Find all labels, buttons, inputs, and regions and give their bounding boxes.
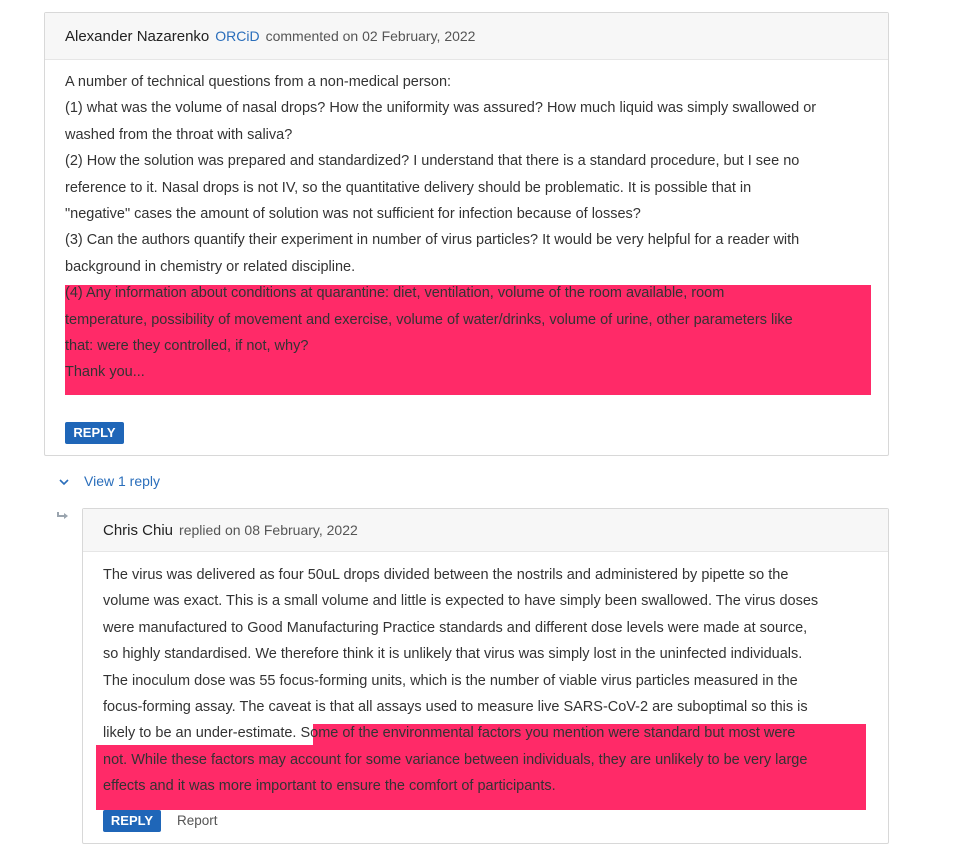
reply-line: focus-forming assay. The caveat is that all assays used to measure live SARS-CoV-2 are suboptimal so this is — [103, 699, 808, 716]
reply-header — [83, 509, 888, 552]
comment-line: (3) Can the authors quantify their experiment in number of virus particles? It would be very helpful for a reader with — [65, 232, 800, 249]
comment-line: (4) Any information about conditions at quarantine: diet, ventilation, volume of the room available, room — [65, 285, 725, 302]
comment-reply-button[interactable]: REPLY — [65, 422, 124, 444]
reply-line: likely to be an under-estimate. Some of the environmental factors you mention were standard but most were — [103, 725, 796, 742]
comment-line: A number of technical questions from a non-medical person: — [65, 74, 452, 90]
comment-line: (1) what was the volume of nasal drops? How the uniformity was assured? How much liquid was simply swallowed or — [65, 100, 817, 117]
reply-line: effects and it was more important to ensure the comfort of participants. — [103, 778, 556, 795]
reply-author[interactable]: Chris Chiu — [103, 521, 174, 539]
reply-reply-button[interactable]: REPLY — [103, 810, 161, 832]
reply-arrow-icon — [56, 510, 70, 522]
report-link[interactable]: Report — [177, 813, 218, 828]
comment-line: "negative" cases the amount of solution was not sufficient for infection because of losses? — [65, 206, 641, 223]
comment-line: reference to it. Nasal drops is not IV, so the quantitative delivery should be problematic. It is possible that in — [65, 179, 752, 196]
comment-line: background in chemistry or related discipline. — [65, 258, 356, 275]
comment-header — [45, 13, 888, 60]
reply-body — [103, 562, 818, 800]
comment-line: that: were they controlled, if not, why? — [65, 338, 309, 355]
comment-line: washed from the throat with saliva? — [65, 126, 293, 143]
reply-line: were manufactured to Good Manufacturing Practice standards and different dose levels were made at source, — [103, 619, 808, 636]
chevron-down-icon[interactable] — [58, 478, 70, 486]
view-replies-link[interactable]: View 1 reply — [84, 473, 161, 489]
reply-date: replied on 08 February, 2022 — [179, 522, 358, 538]
reply-line: volume was exact. This is a small volume and little is expected to have simply been swallowed. The virus doses — [103, 593, 819, 610]
comment-line: (2) How the solution was prepared and standardized? I understand that there is a standard procedure, but I see no — [65, 153, 800, 170]
comment-line: Thank you... — [65, 364, 145, 381]
orcid-link[interactable]: ORCiD — [215, 28, 260, 44]
reply-line: The virus was delivered as four 50uL drops divided between the nostrils and administered by pipette so the — [103, 567, 789, 583]
reply-line: not. While these factors may account for some variance between individuals, they are unlikely to be very large — [103, 751, 808, 768]
comment-author[interactable]: Alexander Nazarenko — [65, 27, 210, 45]
comment-body — [65, 69, 816, 386]
comment-date: commented on 02 February, 2022 — [265, 28, 476, 44]
reply-line: The inoculum dose was 55 focus-forming units, which is the number of viable virus particles measured in the — [103, 672, 798, 689]
reply-line: so highly standardised. We therefore think it is unlikely that virus was simply lost in the uninfected individuals. — [103, 646, 803, 663]
comment-line: temperature, possibility of movement and exercise, volume of water/drinks, volume of urine, other parameters like — [65, 311, 793, 328]
